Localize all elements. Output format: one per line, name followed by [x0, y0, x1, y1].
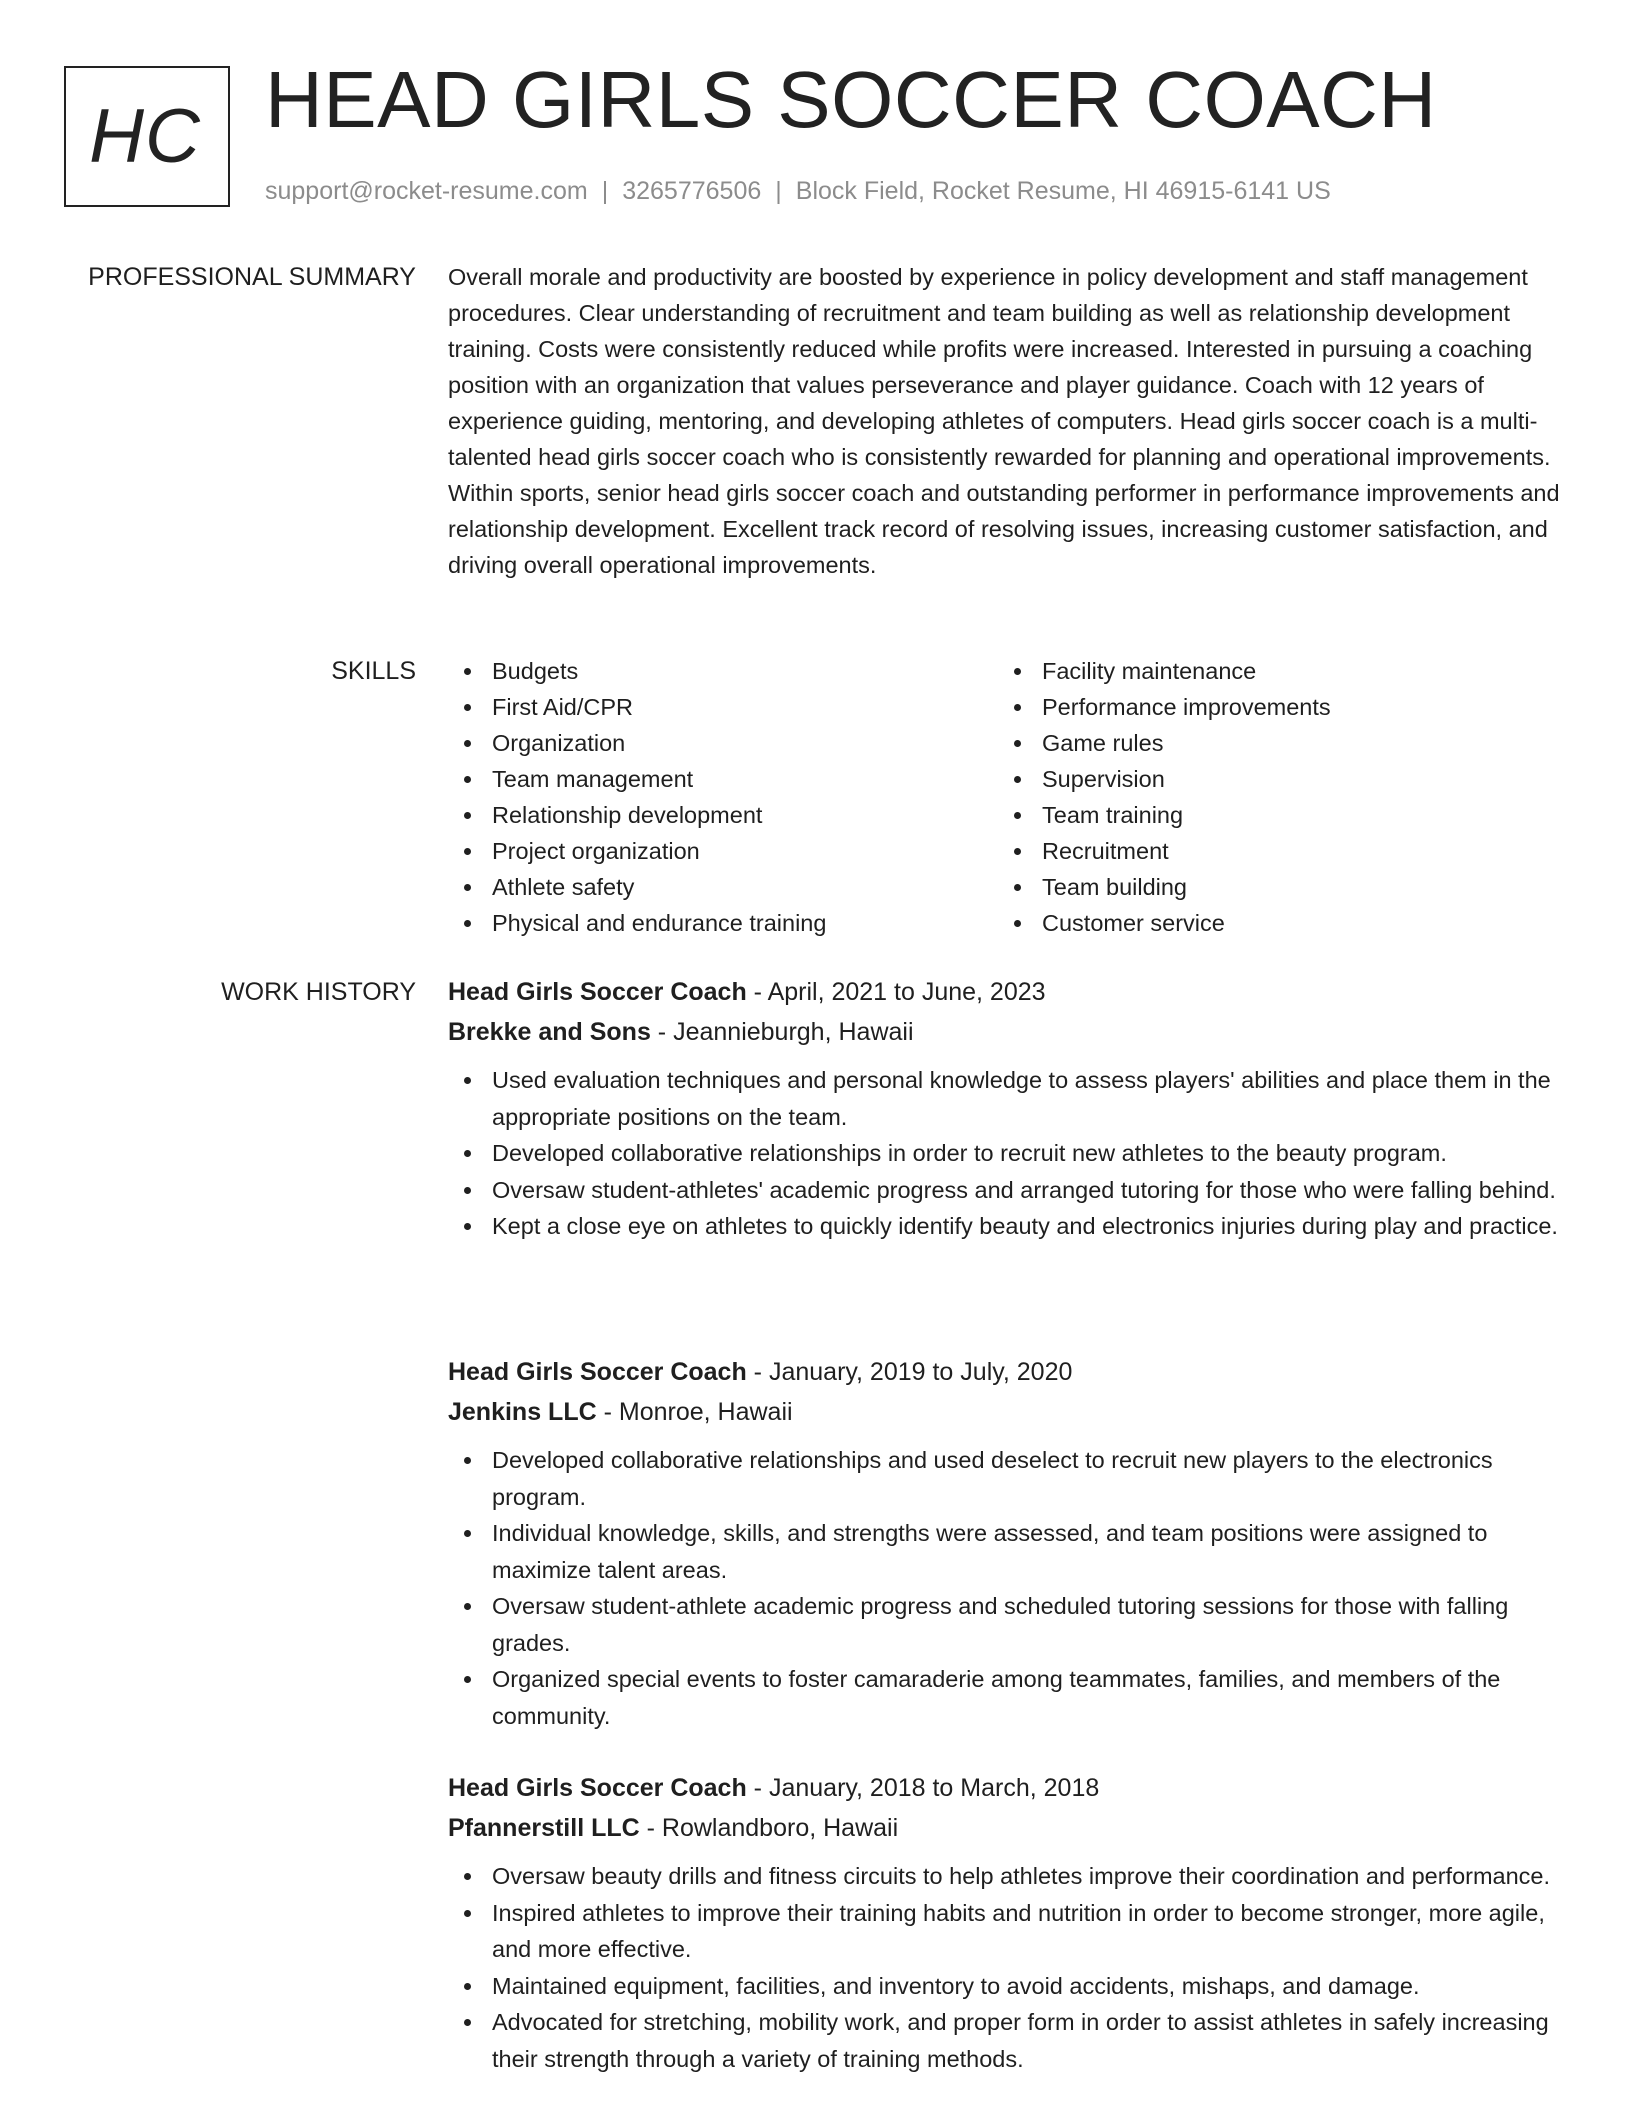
duty-item: Inspired athletes to improve their training habits and nutrition in order to become stronger, more agile, and more effective.: [448, 1895, 1568, 1968]
skill-item: Team management: [448, 761, 998, 797]
contact-email: support@rocket-resume.com: [265, 177, 588, 205]
job-title: Head Girls Soccer Coach: [448, 978, 747, 1006]
skill-item: Supervision: [998, 761, 1548, 797]
skill-item: Team training: [998, 797, 1548, 833]
job-company-line: [448, 1012, 1568, 1052]
skill-item: Performance improvements: [998, 689, 1548, 725]
job-entry: [448, 1768, 1568, 2077]
duty-item: Developed collaborative relationships and used deselect to recruit new players to the electronics program.: [448, 1442, 1568, 1515]
monogram-initials: HC: [89, 94, 201, 179]
duty-item: Oversaw student-athlete academic progress and scheduled tutoring sessions for those with falling grades.: [448, 1588, 1568, 1661]
job-location: - Monroe, Hawaii: [596, 1398, 793, 1426]
duty-item: Organized special events to foster camaraderie among teammates, families, and members of the community.: [448, 1661, 1568, 1734]
job-company-line: [448, 1808, 1568, 1848]
job-title: Head Girls Soccer Coach: [448, 1358, 747, 1386]
skill-item: Physical and endurance training: [448, 905, 998, 941]
job-location: - Rowlandboro, Hawaii: [639, 1814, 899, 1842]
job-entry: [448, 972, 1568, 1245]
job-dates: - January, 2019 to July, 2020: [746, 1358, 1073, 1386]
skill-item: Customer service: [998, 905, 1548, 941]
job-title: Head Girls Soccer Coach: [448, 1774, 747, 1802]
skill-item: Athlete safety: [448, 869, 998, 905]
skill-item: Relationship development: [448, 797, 998, 833]
skills-column-right: [998, 653, 1548, 941]
duty-item: Kept a close eye on athletes to quickly identify beauty and electronics injuries during play and practice.: [448, 1208, 1568, 1245]
job-dates: - January, 2018 to March, 2018: [746, 1774, 1100, 1802]
duty-item: Developed collaborative relationships in order to recruit new athletes to the beauty program.: [448, 1135, 1568, 1172]
job-company: Pfannerstill LLC: [448, 1814, 640, 1842]
contact-phone: 3265776506: [622, 177, 762, 205]
skills-list: [448, 653, 1568, 941]
duty-item: Advocated for stretching, mobility work, and proper form in order to assist athletes in safely increasing their strength through a variety of training methods.: [448, 2004, 1568, 2077]
duty-item: Maintained equipment, facilities, and inventory to avoid accidents, mishaps, and damage.: [448, 1968, 1568, 2005]
monogram-box: [64, 66, 230, 207]
job-dates: - April, 2021 to June, 2023: [746, 978, 1046, 1006]
skill-item: Team building: [998, 869, 1548, 905]
duty-item: Oversaw student-athletes' academic progress and arranged tutoring for those who were falling behind.: [448, 1172, 1568, 1209]
skill-item: Budgets: [448, 653, 998, 689]
contact-separator: |: [775, 177, 782, 205]
skill-item: Facility maintenance: [998, 653, 1548, 689]
skill-item: First Aid/CPR: [448, 689, 998, 725]
duty-item: Individual knowledge, skills, and strengths were assessed, and team positions were assigned to maximize talent areas.: [448, 1515, 1568, 1588]
job-duties: [448, 1062, 1568, 1245]
job-company-line: [448, 1392, 1568, 1432]
skill-item: Recruitment: [998, 833, 1548, 869]
page-title: HEAD GIRLS SOCCER COACH: [265, 55, 1437, 144]
job-duties: [448, 1442, 1568, 1734]
skill-item: Project organization: [448, 833, 998, 869]
work-history-heading: WORK HISTORY: [221, 978, 416, 1006]
skill-item: Game rules: [998, 725, 1548, 761]
job-location: - Jeannieburgh, Hawaii: [650, 1018, 914, 1046]
job-title-line: [448, 1768, 1568, 1808]
job-title-line: [448, 1352, 1568, 1392]
summary-text: Overall morale and productivity are boosted by experience in policy development and staff management procedures. Clear understanding of recruitment and team building as well as relationship development training. Costs were consistently reduced while profits were increased. Interested in pursuing a coaching position with an organization that values perseverance and player guidance. Coach with 12 years of experience guiding, mentoring, and developing athletes of computers. Head girls soccer coach is a multi-talented head girls soccer coach who is consistently rewarded for planning and operational improvements. Within sports, senior head girls soccer coach and outstanding performer in performance improvements and relationship development. Excellent track record of resolving issues, increasing customer satisfaction, and driving overall operational improvements.: [448, 264, 1560, 578]
contact-separator: |: [601, 177, 609, 205]
duty-item: Oversaw beauty drills and fitness circuits to help athletes improve their coordination and performance.: [448, 1858, 1568, 1895]
job-company: Jenkins LLC: [448, 1398, 597, 1426]
job-title-line: [448, 972, 1568, 1012]
skills-column-left: [448, 653, 998, 941]
duty-item: Used evaluation techniques and personal knowledge to assess players' abilities and place them in the appropriate positions on the team.: [448, 1062, 1568, 1135]
contact-line: [265, 174, 1331, 208]
skill-item: Organization: [448, 725, 998, 761]
contact-address: Block Field, Rocket Resume, HI 46915-6141 US: [795, 177, 1331, 205]
job-entry: [448, 1352, 1568, 1734]
summary-heading: PROFESSIONAL SUMMARY: [88, 263, 416, 291]
skills-heading: SKILLS: [331, 657, 416, 685]
job-company: Brekke and Sons: [448, 1018, 651, 1046]
job-duties: [448, 1858, 1568, 2077]
